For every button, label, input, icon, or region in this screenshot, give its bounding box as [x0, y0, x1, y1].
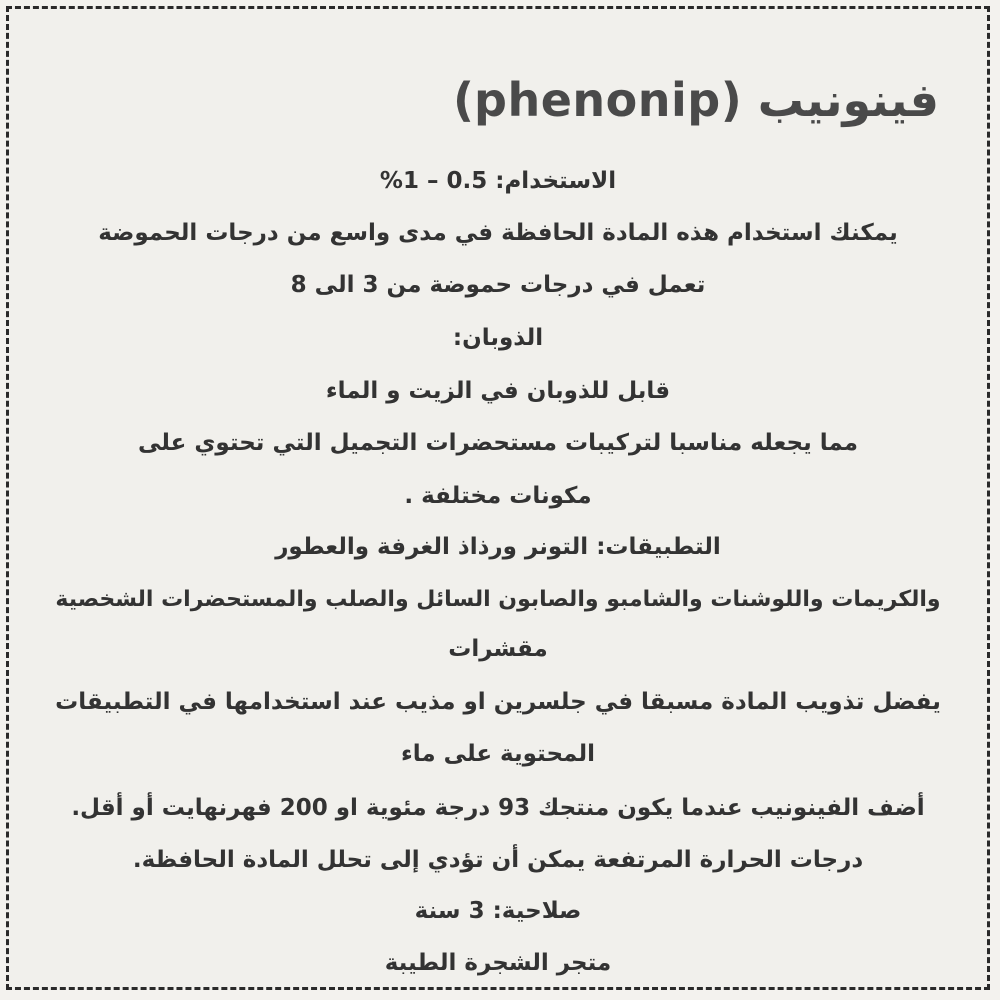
dissolve-line-cont: المحتوية على ماء: [401, 741, 595, 767]
degradation-line: درجات الحرارة المرتفعة يمكن أن تؤدي إلى تحلل المادة الحافظة.: [132, 847, 864, 873]
applications-line: التطبيقات: التونر ورذاذ الغرفة والعطور: [275, 534, 721, 560]
solubility-heading: الذوبان:: [452, 325, 544, 351]
suitability-line: مما يجعله مناسبا لتركيبات مستحضرات التجميل التي تحتوي على: [137, 430, 859, 456]
body-text: [9, 9, 987, 987]
document-card: [6, 6, 990, 990]
store-name: متجر الشجرة الطيبة: [384, 950, 612, 976]
document-title: فينونيب (phenonip): [452, 73, 939, 127]
suitability-line-cont: مكونات مختلفة .: [404, 483, 592, 509]
applications-line-cont: والكريمات واللوشنات والشامبو والصابون السائل والصلب والمستحضرات الشخصية: [55, 587, 941, 612]
usage-line: الاستخدام: 0.5 – 1%: [379, 168, 617, 194]
ph-range-line: يمكنك استخدام هذه المادة الحافظة في مدى واسع من درجات الحموضة: [98, 220, 898, 246]
ph-values-line: تعمل في درجات حموضة من 3 الى 8: [290, 272, 706, 298]
dissolve-line: يفضل تذويب المادة مسبقا في جلسرين او مذيب عند استخدامها في التطبيقات: [55, 689, 941, 715]
solubility-line: قابل للذوبان في الزيت و الماء: [325, 378, 671, 404]
temperature-line: أضف الفينونيب عندما يكون منتجك 93 درجة مئوية او 200 فهرنهايت أو أقل.: [71, 795, 925, 821]
shelf-life-line: صلاحية: 3 سنة: [414, 898, 582, 924]
applications-line-end: مقشرات: [448, 636, 548, 662]
